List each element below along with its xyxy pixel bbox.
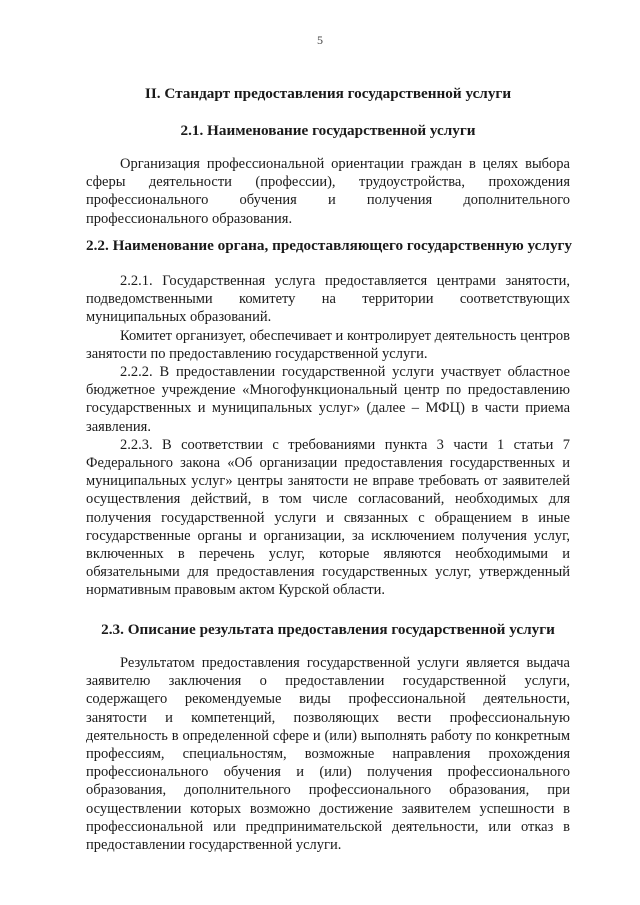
paragraph-2-2-2: 2.2.2. В предоставлении государственной услуги участвует областное бюджетное учреждение «Многофункциональный центр по предоставлению государственных и муниципальных услуг» (далее – МФЦ) в части приема заявления. [86, 364, 570, 435]
subsection-2-1-title: 2.1. Наименование государственной услуги [180, 122, 476, 139]
service-name-paragraph: Организация профессиональной ориентации граждан в целях выбора сферы деятельности (профессии), трудоустройства, прохождения профессионального обучения и получения дополнительного профессионального образования. [86, 156, 570, 227]
subsection-2-2-body [86, 272, 570, 600]
paragraph-2-2-1: 2.2.1. Государственная услуга предоставляется центрами занятости, подведомственными комитету на территории соответствующих муниципальных образований. [86, 273, 570, 326]
result-paragraph: Результатом предоставления государственной услуги является выдача заявителю заключения о предоставлении государственной услуги, содержащего рекомендуемые виды профессиональной деятельности, занятости и компетенций, позволяющих вести профессиональную деятельность в определенной сфере и (или) выполнять работу по конкретным профессиям, специальностям, возможные направления прохождения профессионального обучения и (или) получения профессионального образования, дополнительного профессионального образования, при осуществлении которых возможно достижение заявителем успешности в профессиональной или предпринимательской деятельности, или отказ в предоставлении государственной услуги. [86, 655, 570, 854]
subsection-2-1-body [86, 155, 570, 228]
subsection-2-3-title: 2.3. Описание результата предоставления государственной услуги [101, 621, 555, 638]
section-title: II. Стандарт предоставления государственной услуги [144, 85, 512, 102]
subsection-2-2-title: 2.2. Наименование органа, предоставляющего государственную услугу [86, 237, 573, 254]
paragraph-2-2-3: 2.2.3. В соответствии с требованиями пункта 3 части 1 статьи 7 Федерального закона «Об организации предоставления государственных и муниципальных услуг» центры занятости не вправе требовать от заявителей осуществления действий, в том числе согласований, необходимых для получения государственной услуги и связанных с обращением в иные государственные органы и организации, за исключением получения услуг, включенных в перечень услуг, которые являются необходимыми и обязательными для предоставления государственных услуг, утвержденный нормативным правовым актом Курской области. [86, 436, 570, 599]
page-number: 5 [317, 33, 323, 47]
paragraph-committee: Комитет организует, обеспечивает и контролирует деятельность центров занятости по предоставлению государственной услуги. [86, 327, 570, 362]
subsection-2-3-body [86, 654, 570, 854]
